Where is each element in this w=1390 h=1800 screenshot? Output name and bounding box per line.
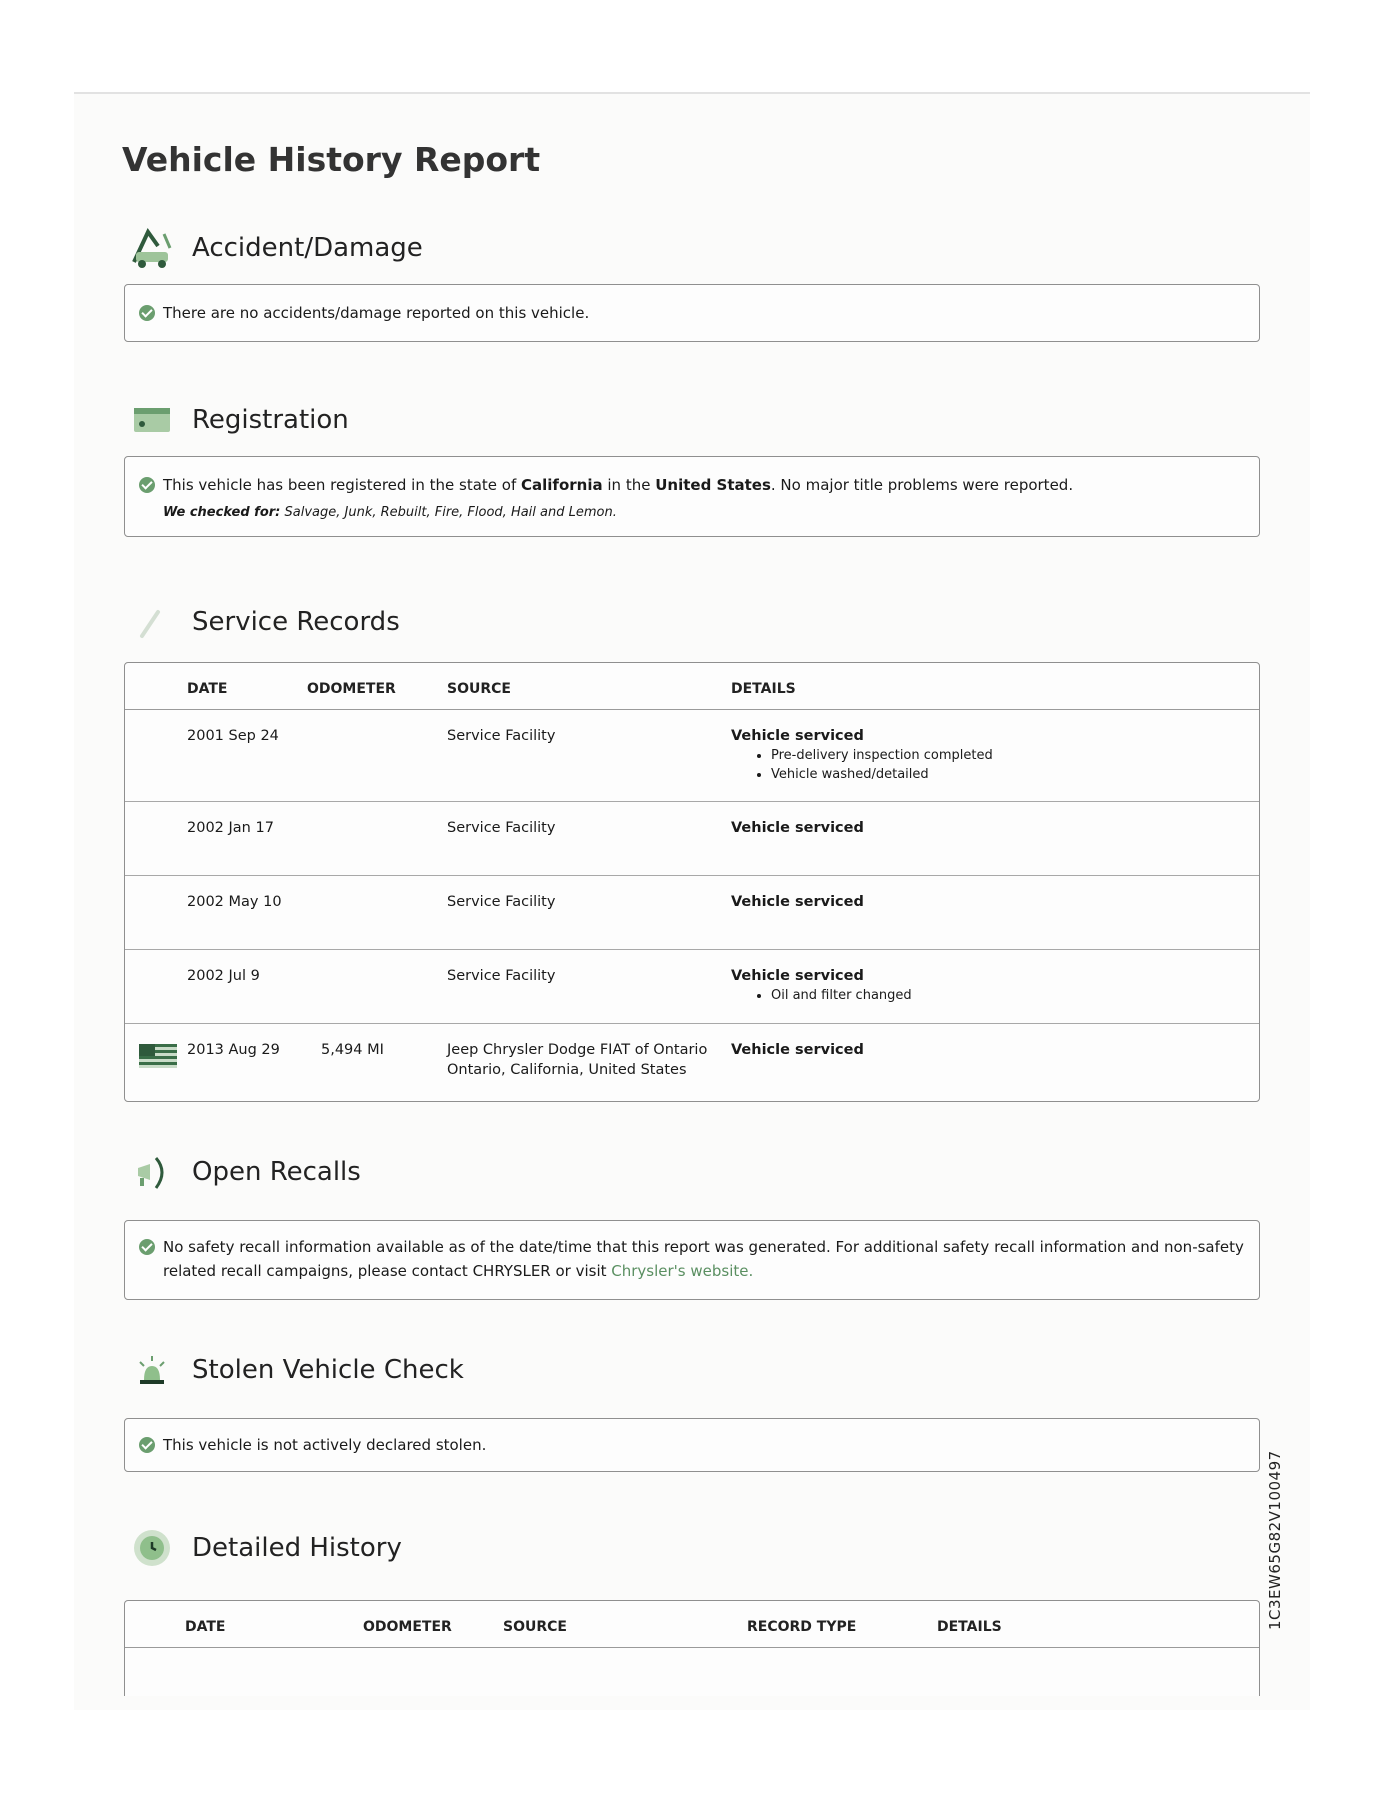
recalls-box xyxy=(124,1220,1260,1300)
row-source: Service Facility xyxy=(447,710,731,802)
row-date: 2002 Jul 9 xyxy=(187,950,307,1024)
accident-message: There are no accidents/damage reported on this vehicle. xyxy=(139,301,1245,325)
page-title: Vehicle History Report xyxy=(122,140,541,179)
stolen-message: This vehicle is not actively declared stolen. xyxy=(139,1433,1245,1457)
registration-card-icon xyxy=(128,398,176,442)
row-source: Jeep Chrysler Dodge FIAT of Ontario Ontario, California, United States xyxy=(447,1042,708,1078)
registration-section-header xyxy=(128,398,349,442)
stolen-box xyxy=(124,1418,1260,1472)
detailed-history-table-box xyxy=(124,1600,1260,1696)
registration-message: This vehicle has been registered in the state of California in the United States. No major title problems were reported. xyxy=(139,473,1245,497)
service-records-table xyxy=(125,663,1259,1104)
recalls-heading: Open Recalls xyxy=(192,1157,361,1187)
detail-item: • Vehicle washed/detailed xyxy=(771,765,1259,784)
col-date: DATE xyxy=(187,663,307,710)
accident-heading: Accident/Damage xyxy=(192,233,423,263)
check-circle-icon xyxy=(139,1437,155,1453)
table-row xyxy=(125,1024,1259,1104)
col-odometer: ODOMETER xyxy=(307,663,447,710)
detailed-section-header xyxy=(128,1526,402,1570)
row-date: 2013 Aug 29 xyxy=(187,1042,280,1058)
row-date: 2001 Sep 24 xyxy=(187,710,307,802)
service-records-table-box xyxy=(124,662,1260,1102)
megaphone-icon xyxy=(128,1150,176,1194)
tow-truck-icon xyxy=(128,226,176,270)
accident-section-header xyxy=(128,226,423,270)
stolen-heading: Stolen Vehicle Check xyxy=(192,1355,464,1385)
checked-for-line: We checked for: Salvage, Junk, Rebuilt, Fire, Flood, Hail and Lemon. xyxy=(163,505,617,520)
row-date: 2002 Jan 17 xyxy=(187,802,307,876)
col-details: DETAILS xyxy=(937,1601,1259,1648)
row-odometer: 5,494 MI xyxy=(321,1042,384,1058)
row-odometer xyxy=(307,876,447,950)
recalls-section-header xyxy=(128,1150,361,1194)
chrysler-website-link[interactable]: Chrysler's website. xyxy=(611,1262,754,1280)
row-odometer xyxy=(307,710,447,802)
table-row xyxy=(125,710,1259,802)
clock-icon xyxy=(128,1526,176,1570)
row-odometer xyxy=(307,950,447,1024)
table-row xyxy=(125,876,1259,950)
col-odometer: ODOMETER xyxy=(363,1601,503,1648)
row-source: Service Facility xyxy=(447,876,731,950)
col-record-type: RECORD TYPE xyxy=(747,1601,937,1648)
row-details: Vehicle serviced xyxy=(731,802,1259,876)
registration-country: United States xyxy=(655,476,771,494)
col-source: SOURCE xyxy=(503,1601,747,1648)
detail-item: • Oil and filter changed xyxy=(771,986,1259,1005)
row-details: Vehicle serviced • Pre-delivery inspection completed • Vehicle washed/detailed xyxy=(731,710,1259,802)
check-circle-icon xyxy=(139,305,155,321)
check-circle-icon xyxy=(139,1239,155,1255)
recalls-message: No safety recall information available as of the date/time that this report was generated. For additional safety recall information and non-safety related recall campaigns, please contact CHRYSLER or visit Chrysler's website. xyxy=(139,1235,1245,1283)
col-source: SOURCE xyxy=(447,663,731,710)
row-date: 2002 May 10 xyxy=(187,876,307,950)
col-date: DATE xyxy=(185,1601,363,1648)
row-details: Vehicle serviced • Oil and filter changed xyxy=(731,950,1259,1024)
wrench-icon xyxy=(128,600,176,644)
row-odometer xyxy=(307,802,447,876)
table-row xyxy=(125,950,1259,1024)
table-row xyxy=(125,802,1259,876)
row-details: Vehicle serviced xyxy=(731,876,1259,950)
row-source: Service Facility xyxy=(447,802,731,876)
registration-state: California xyxy=(521,476,603,494)
service-section-header xyxy=(128,600,400,644)
registration-box xyxy=(124,456,1260,537)
row-details: Vehicle serviced xyxy=(731,1042,864,1058)
us-flag-icon xyxy=(139,1044,177,1068)
service-heading: Service Records xyxy=(192,607,400,637)
stolen-section-header xyxy=(128,1348,464,1392)
detail-item: • Pre-delivery inspection completed xyxy=(771,746,1259,765)
col-details: DETAILS xyxy=(731,663,1259,710)
registration-heading: Registration xyxy=(192,405,349,435)
vin-number: 1C3EW65G82V100497 xyxy=(1266,1450,1284,1630)
accident-box xyxy=(124,284,1260,342)
police-light-icon xyxy=(128,1348,176,1392)
row-source: Service Facility xyxy=(447,950,731,1024)
check-circle-icon xyxy=(139,477,155,493)
detailed-history-table xyxy=(125,1601,1259,1648)
detailed-heading: Detailed History xyxy=(192,1533,402,1563)
